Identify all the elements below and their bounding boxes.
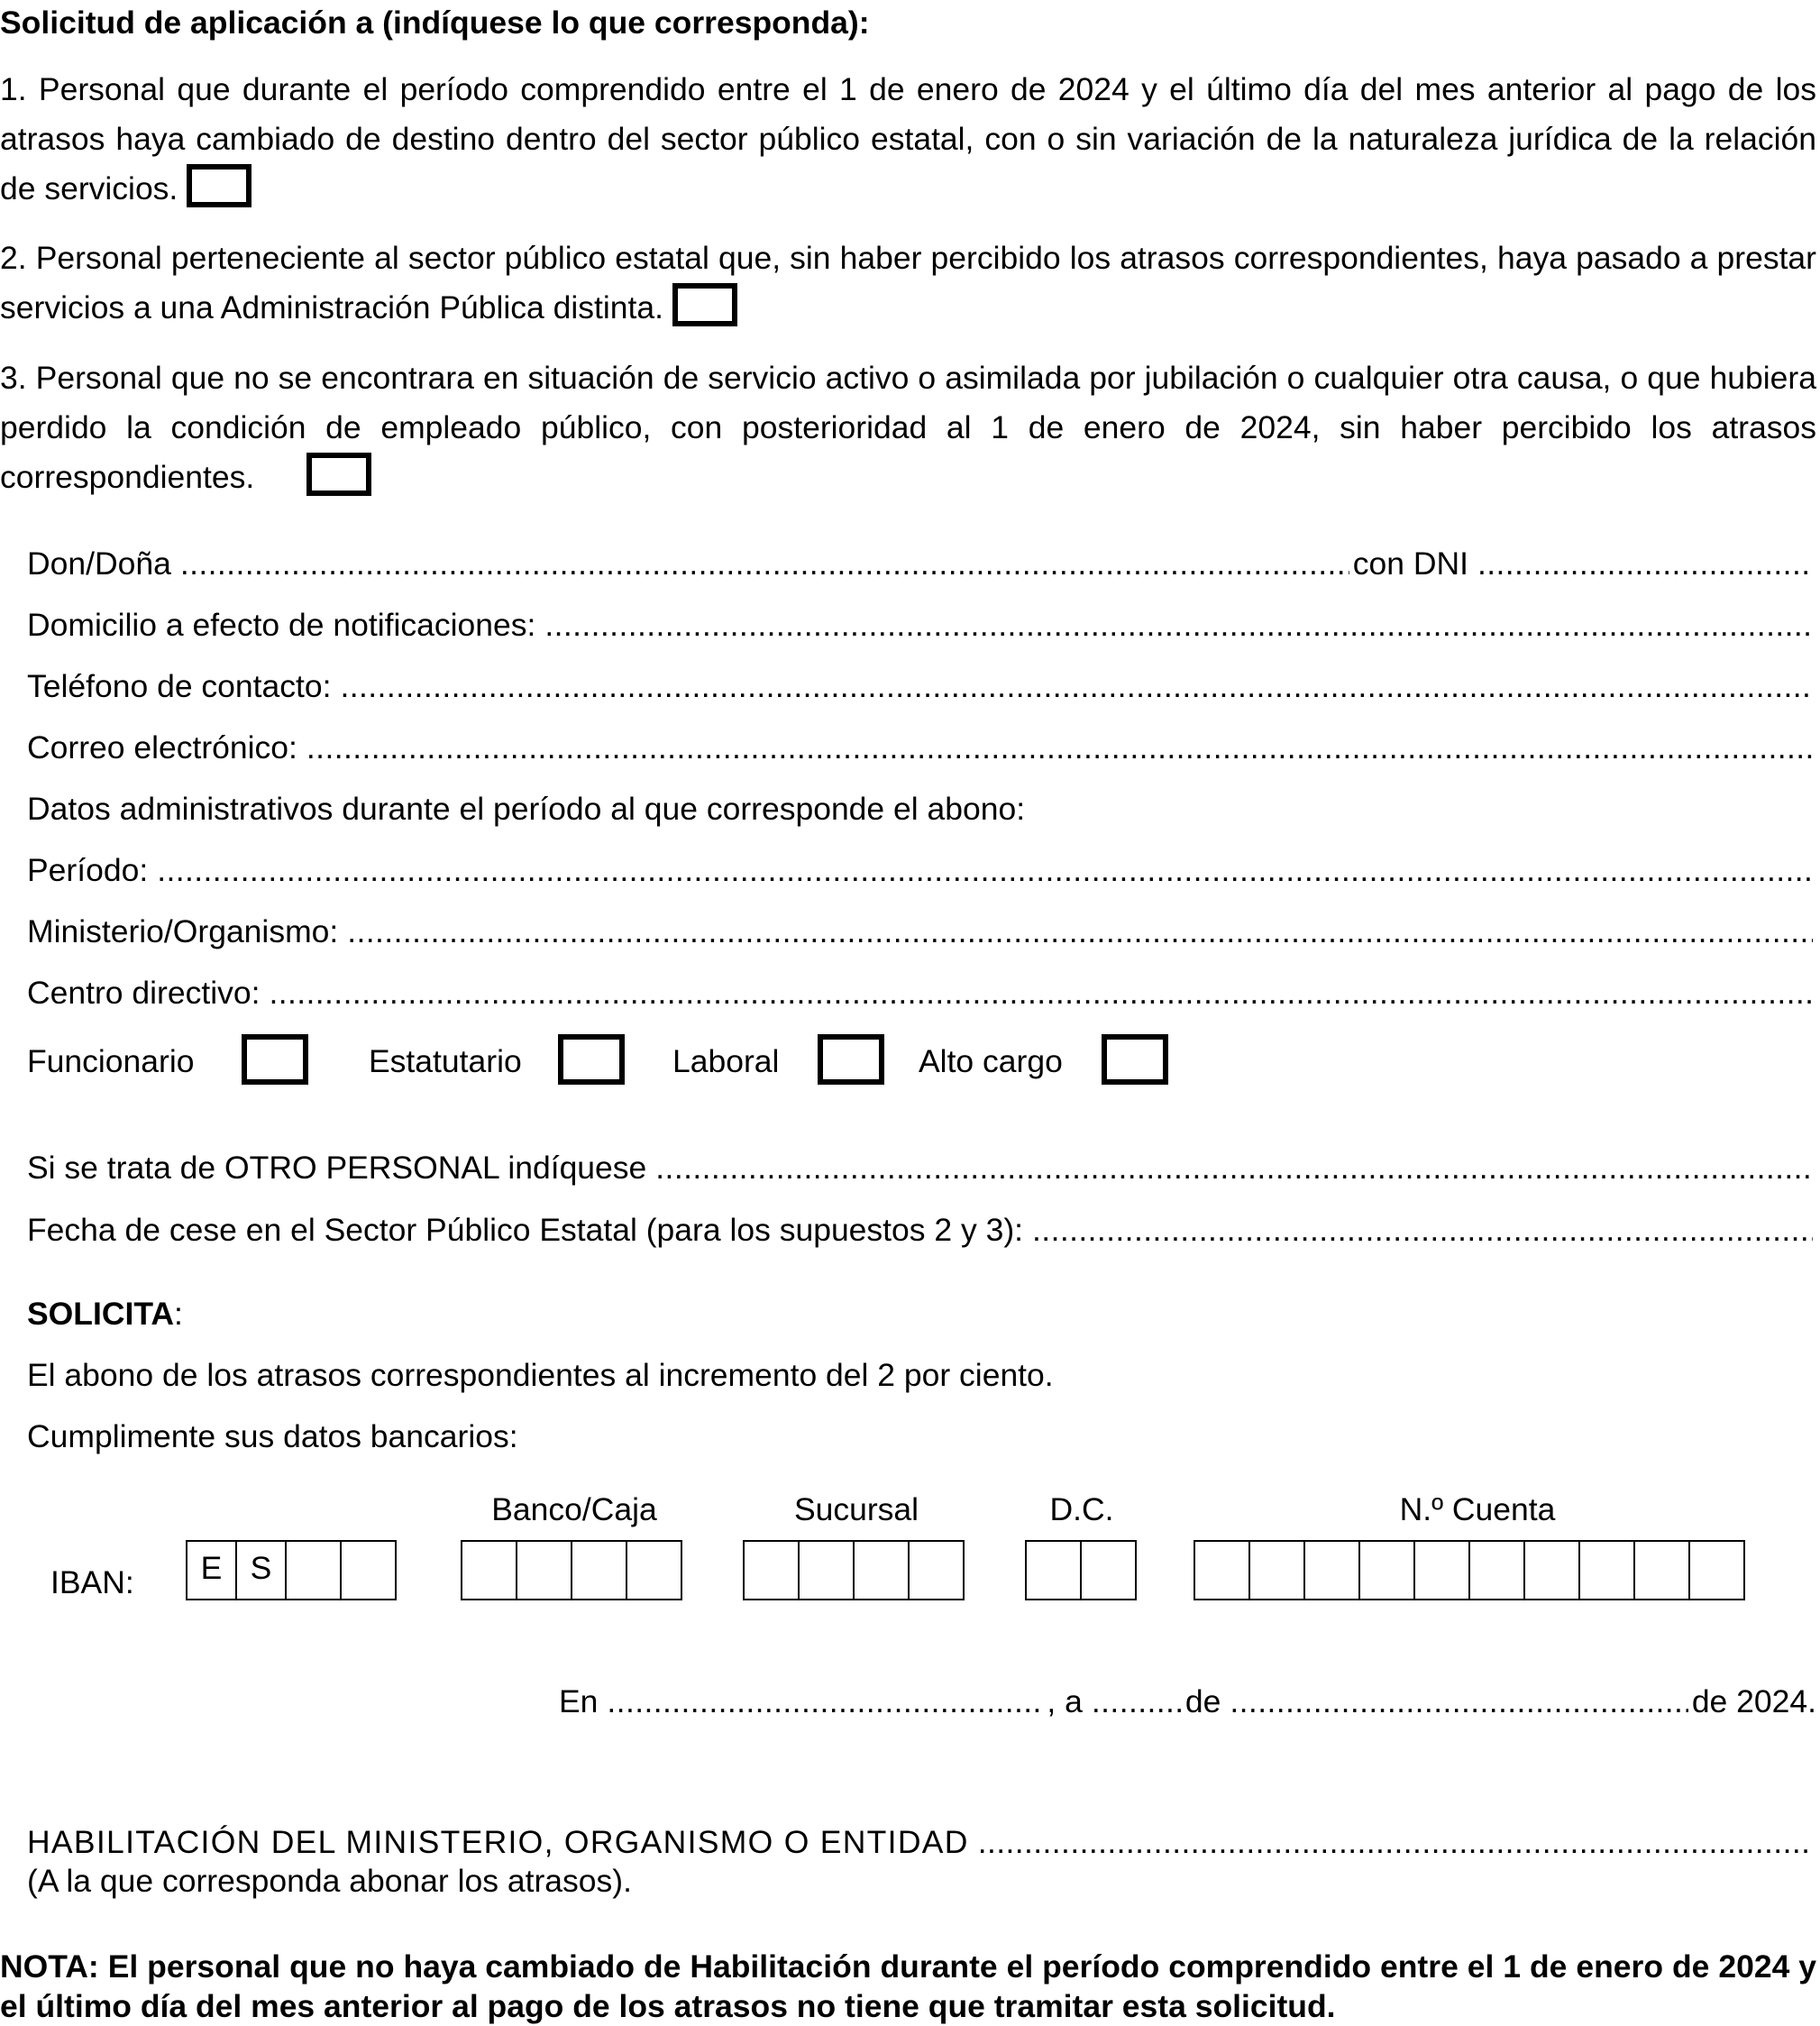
solicita-label: SOLICITA bbox=[27, 1296, 175, 1332]
correo-label: Correo electrónico: bbox=[27, 729, 297, 765]
sucursal-group bbox=[743, 1540, 965, 1600]
field-correo bbox=[27, 729, 1816, 768]
option-3-checkbox[interactable] bbox=[306, 453, 371, 496]
type-laboral-label: Laboral bbox=[672, 1043, 780, 1079]
option-1-text: 1. Personal que durante el período comprendido entre el 1 de enero de 2024 y el último día del mes anterior al pago de los atrasos haya cambiado de destino dentro del sector público estatal, con o sin variación de la naturaleza jurídica de la relación de servicios. bbox=[0, 71, 1816, 206]
day-input[interactable] bbox=[1092, 1686, 1182, 1719]
banco-header: Banco/Caja bbox=[491, 1491, 657, 1527]
ministerio-input[interactable] bbox=[347, 916, 1813, 949]
banco-cell[interactable] bbox=[462, 1540, 517, 1600]
bank-prompt: Cumplimente sus datos bancarios: bbox=[27, 1418, 518, 1454]
cuenta-cell[interactable] bbox=[1580, 1540, 1635, 1600]
sucursal-cell[interactable] bbox=[910, 1540, 965, 1600]
cuenta-header: N.º Cuenta bbox=[1399, 1491, 1556, 1527]
solicita-text: El abono de los atrasos correspondientes al incremento del 2 por ciento. bbox=[27, 1357, 1054, 1393]
fecha-cese-input[interactable] bbox=[1032, 1215, 1813, 1247]
option-3-text: 3. Personal que no se encontrara en situación de servicio activo o asimilada por jubilación o cualquier otra causa, o que hubiera perdido la condición de empleado público, con posterioridad al 1 de enero de 2024, sin haber percibido los atrasos correspondientes. bbox=[0, 360, 1816, 495]
option-2-checkbox[interactable] bbox=[672, 283, 737, 326]
form-heading: Solicitud de aplicación a (indíquese lo que corresponda): bbox=[0, 5, 870, 41]
field-don-dona bbox=[27, 545, 1816, 584]
telefono-label: Teléfono de contacto: bbox=[27, 668, 332, 704]
en-label: En bbox=[559, 1683, 599, 1719]
periodo-label: Período: bbox=[27, 852, 149, 888]
type-estatutario-checkbox[interactable] bbox=[558, 1034, 625, 1085]
fecha-cese-label: Fecha de cese en el Sector Público Estatal (para los supuestos 2 y 3): bbox=[27, 1212, 1024, 1248]
type-alto-cargo-checkbox[interactable] bbox=[1102, 1034, 1168, 1085]
year-label: de 2024. bbox=[1691, 1683, 1816, 1719]
iban-cell[interactable] bbox=[287, 1540, 342, 1600]
banco-cell[interactable] bbox=[627, 1540, 682, 1600]
de-label: de bbox=[1184, 1683, 1221, 1719]
iban-cell[interactable]: E bbox=[187, 1540, 237, 1600]
field-fecha-cese bbox=[27, 1212, 1816, 1251]
otro-personal-label: Si se trata de OTRO PERSONAL indíquese bbox=[27, 1150, 647, 1186]
option-1 bbox=[0, 65, 1816, 214]
type-laboral-checkbox[interactable] bbox=[818, 1034, 884, 1085]
option-1-checkbox[interactable] bbox=[187, 164, 252, 207]
cuenta-cell[interactable] bbox=[1415, 1540, 1470, 1600]
type-alto-cargo-label: Alto cargo bbox=[919, 1043, 1063, 1079]
cuenta-cell[interactable] bbox=[1635, 1540, 1690, 1600]
cuenta-group bbox=[1194, 1540, 1745, 1600]
domicilio-label: Domicilio a efecto de notificaciones: bbox=[27, 607, 536, 643]
habilitacion-input[interactable] bbox=[978, 1827, 1813, 1859]
don-dona-label: Don/Doña bbox=[27, 545, 171, 582]
place-input[interactable] bbox=[607, 1686, 1043, 1719]
field-telefono bbox=[27, 668, 1816, 707]
sucursal-cell[interactable] bbox=[800, 1540, 855, 1600]
cuenta-cell[interactable] bbox=[1690, 1540, 1745, 1600]
iban-cell[interactable] bbox=[342, 1540, 397, 1600]
cuenta-cell[interactable] bbox=[1250, 1540, 1305, 1600]
month-input[interactable] bbox=[1230, 1686, 1687, 1719]
correo-input[interactable] bbox=[306, 732, 1813, 765]
centro-label: Centro directivo: bbox=[27, 975, 261, 1011]
centro-input[interactable] bbox=[269, 977, 1813, 1010]
place-date-line bbox=[559, 1683, 1816, 1722]
option-3 bbox=[0, 353, 1816, 502]
sucursal-header: Sucursal bbox=[793, 1491, 919, 1527]
sucursal-cell[interactable] bbox=[855, 1540, 910, 1600]
type-estatutario-label: Estatutario bbox=[369, 1043, 522, 1079]
periodo-input[interactable] bbox=[157, 855, 1813, 887]
dc-cell[interactable] bbox=[1082, 1540, 1137, 1600]
cuenta-cell[interactable] bbox=[1305, 1540, 1360, 1600]
dc-group bbox=[1025, 1540, 1137, 1600]
iban-country-group bbox=[186, 1540, 397, 1600]
option-2-text: 2. Personal perteneciente al sector público estatal que, sin haber percibido los atrasos correspondientes, haya pasado a prestar servicios a una Administración Pública distinta. bbox=[0, 240, 1816, 325]
telefono-input[interactable] bbox=[341, 671, 1814, 703]
con-dni-label: con DNI bbox=[1352, 545, 1468, 582]
cuenta-cell[interactable] bbox=[1525, 1540, 1580, 1600]
ministerio-label: Ministerio/Organismo: bbox=[27, 913, 339, 949]
solicita-heading bbox=[27, 1298, 183, 1331]
otro-personal-input[interactable] bbox=[655, 1152, 1813, 1185]
iban-label: IBAN: bbox=[50, 1564, 134, 1600]
cuenta-cell[interactable] bbox=[1360, 1540, 1415, 1600]
field-centro bbox=[27, 977, 1816, 1013]
habilitacion-note: (A la que corresponda abonar los atrasos). bbox=[27, 1863, 632, 1899]
iban-cell[interactable]: S bbox=[237, 1540, 287, 1600]
domicilio-input[interactable] bbox=[544, 610, 1813, 642]
solicita-colon: : bbox=[174, 1296, 183, 1332]
field-ministerio bbox=[27, 913, 1816, 952]
a-label: , a bbox=[1047, 1683, 1083, 1719]
banco-cell[interactable] bbox=[517, 1540, 572, 1600]
option-2 bbox=[0, 234, 1816, 333]
sucursal-cell[interactable] bbox=[745, 1540, 800, 1600]
type-funcionario-label: Funcionario bbox=[27, 1043, 195, 1079]
banco-group bbox=[461, 1540, 682, 1600]
dc-cell[interactable] bbox=[1027, 1540, 1082, 1600]
don-dona-input[interactable] bbox=[180, 548, 1349, 581]
cuenta-cell[interactable] bbox=[1470, 1540, 1525, 1600]
dc-header: D.C. bbox=[1049, 1491, 1114, 1527]
field-periodo bbox=[27, 852, 1816, 891]
type-funcionario-checkbox[interactable] bbox=[242, 1034, 308, 1085]
nota: NOTA: El personal que no haya cambiado de Habilitación durante el período comprendido entre el 1 de enero de 2024 y el último día del mes anterior al pago de los atrasos no tiene que tramitar esta solicitud. bbox=[0, 1948, 1816, 2024]
field-domicilio bbox=[27, 607, 1816, 646]
datos-admin-label: Datos administrativos durante el período al que corresponde el abono: bbox=[27, 791, 1026, 827]
dni-input[interactable] bbox=[1477, 548, 1813, 581]
habilitacion-line bbox=[27, 1824, 1816, 1863]
banco-cell[interactable] bbox=[572, 1540, 627, 1600]
field-otro-personal bbox=[27, 1152, 1816, 1188]
cuenta-cell[interactable] bbox=[1195, 1540, 1250, 1600]
habilitacion-label: HABILITACIÓN DEL MINISTERIO, ORGANISMO O ENTIDAD bbox=[27, 1824, 969, 1860]
